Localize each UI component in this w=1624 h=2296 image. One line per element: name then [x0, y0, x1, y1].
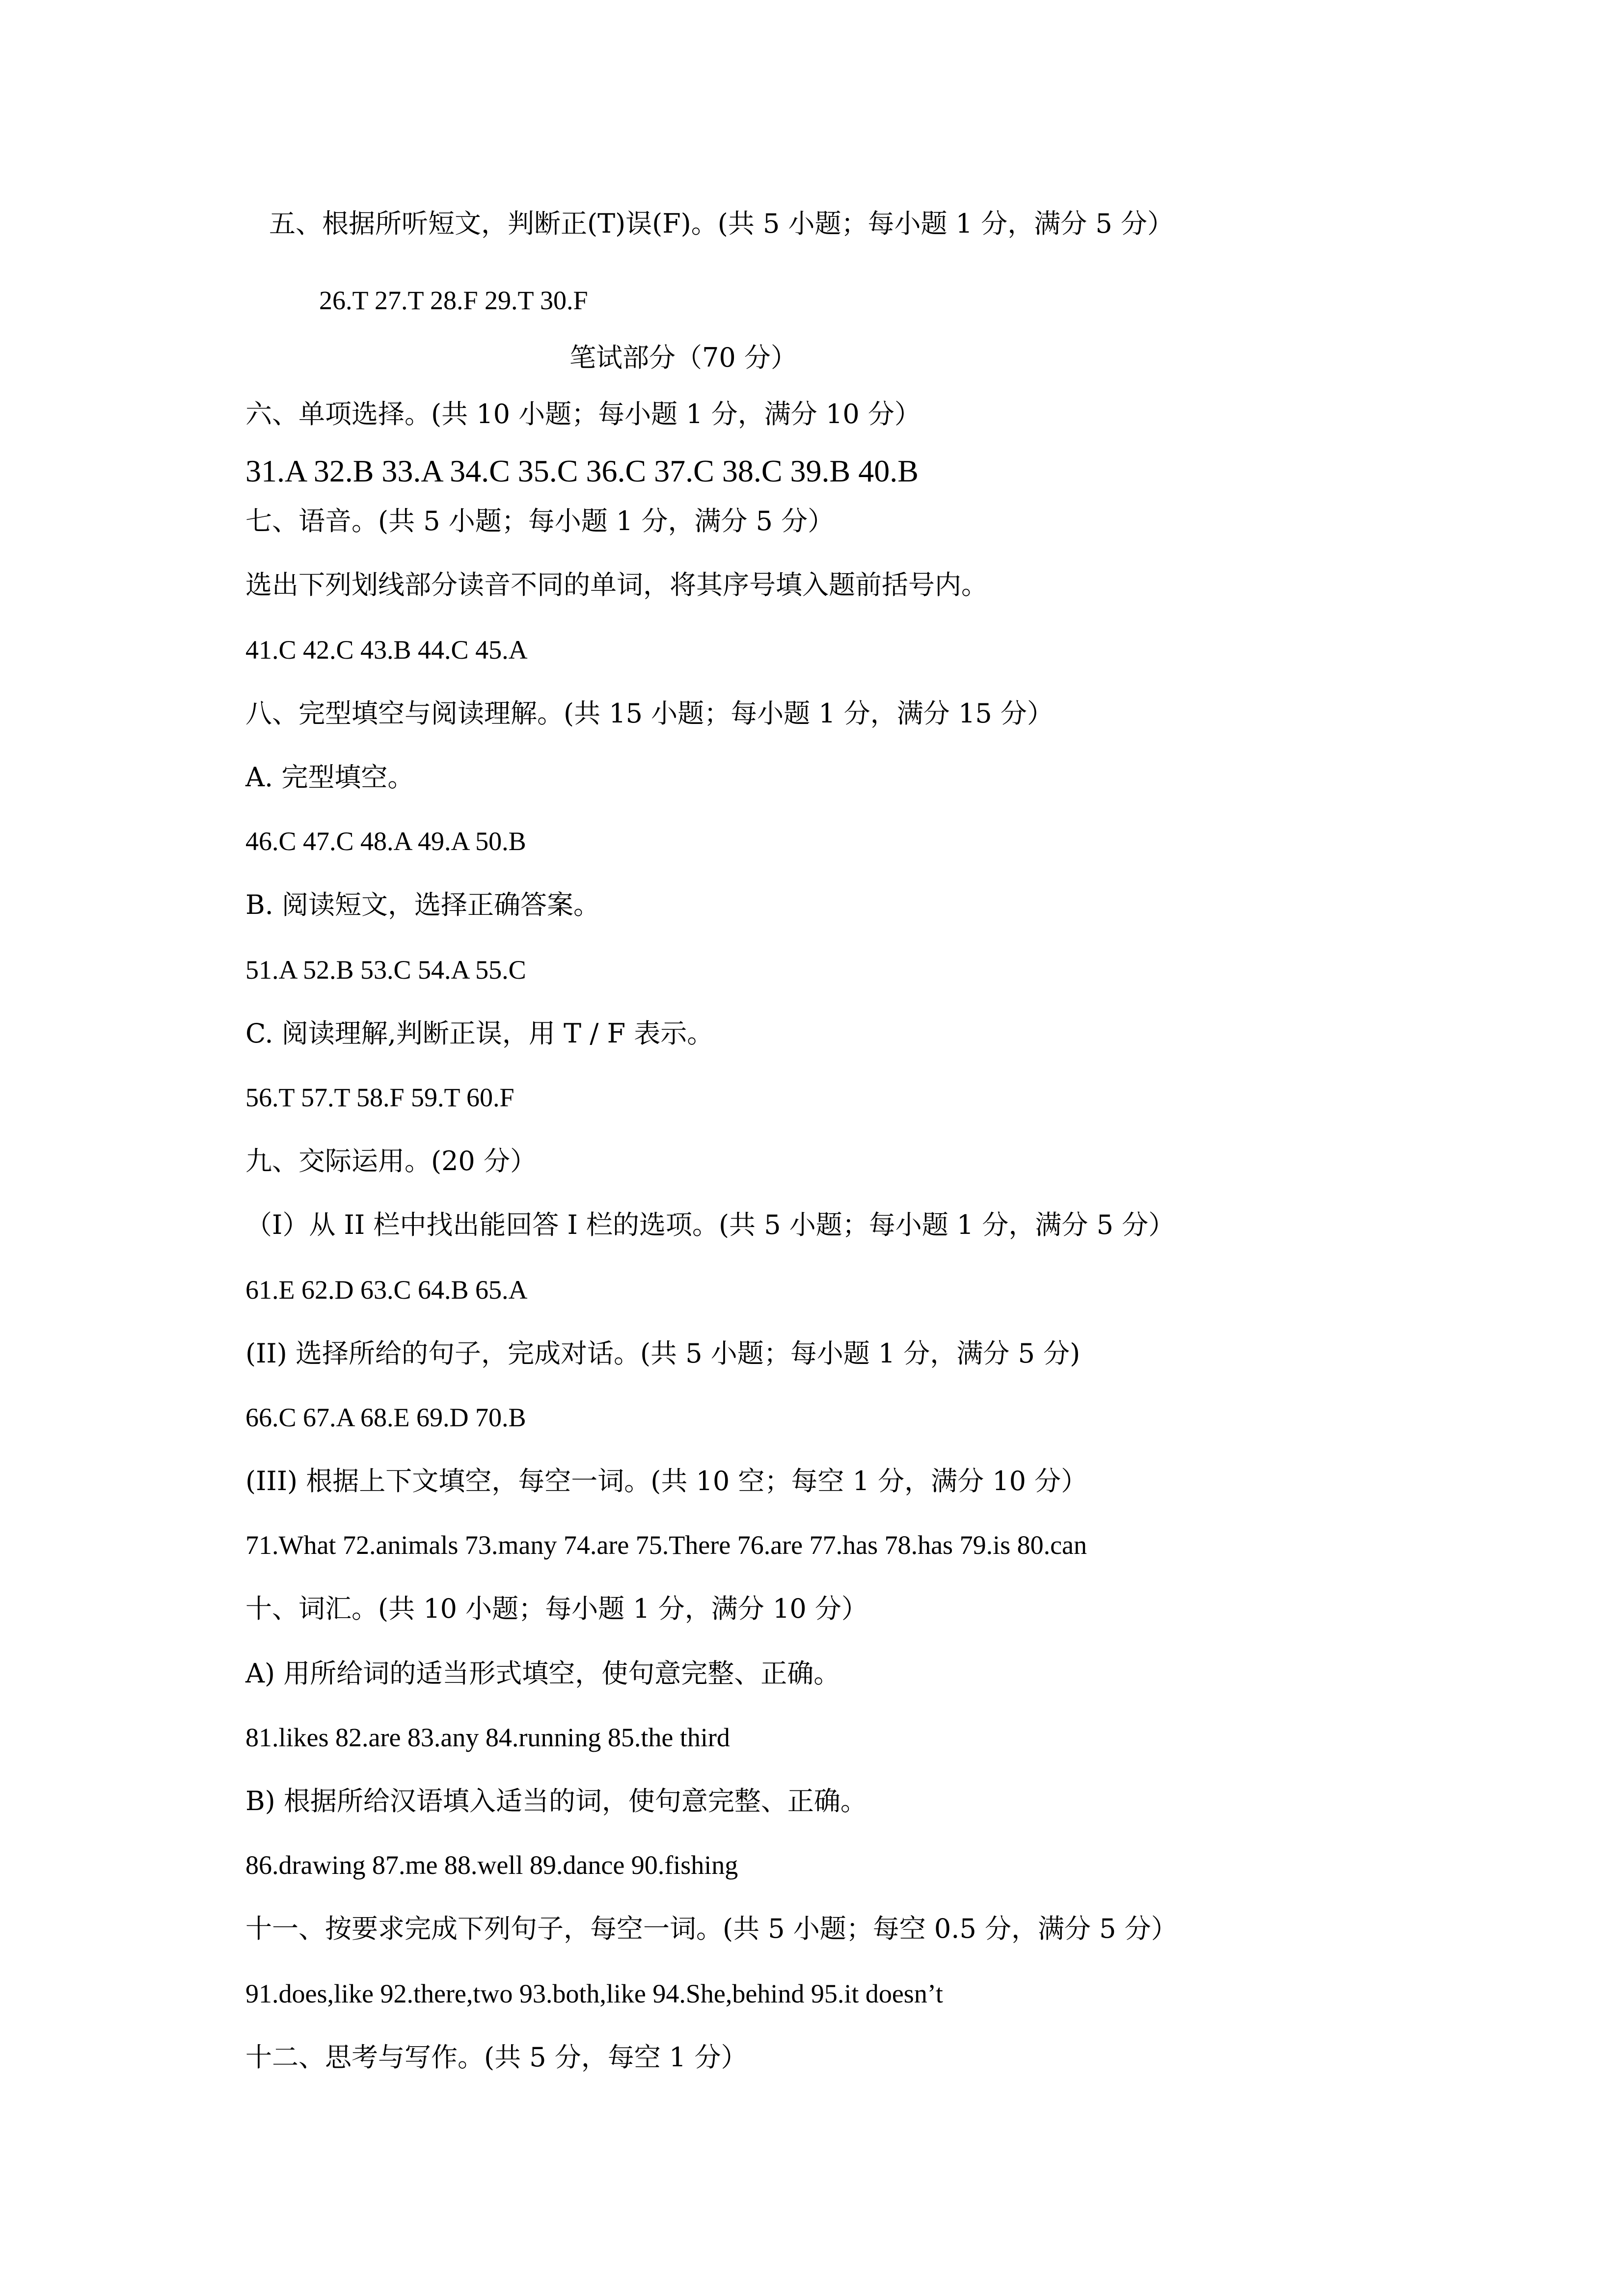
section-7-instruction: 选出下列划线部分读音不同的单词，将其序号填入题前括号内。	[245, 569, 988, 600]
section-8b-answers: 51.A 52.B 53.C 54.A 55.C	[245, 955, 526, 985]
section-8c-answers: 56.T 57.T 58.F 59.T 60.F	[245, 1083, 514, 1112]
section-7-answers: 41.C 42.C 43.B 44.C 45.A	[245, 635, 528, 665]
section-9-part1-heading: （I）从 II 栏中找出能回答 I 栏的选项。(共 5 小题；每小题 1 分，满分 5 分）	[245, 1209, 1175, 1240]
section-10a-heading: A) 用所给词的适当形式填空，使句意完整、正确。	[245, 1658, 840, 1689]
section-10b-heading: B) 根据所给汉语填入适当的词，使句意完整、正确。	[245, 1786, 867, 1816]
section-12-heading: 十二、思考与写作。(共 5 分，每空 1 分）	[245, 2042, 748, 2073]
section-10b-answers: 86.drawing 87.me 88.well 89.dance 90.fishing	[245, 1850, 738, 1880]
section-6-answers: 31.A 32.B 33.A 34.C 35.C 36.C 37.C 38.C 39.B 40.B	[245, 454, 919, 488]
section-8a-answers: 46.C 47.C 48.A 49.A 50.B	[245, 827, 526, 856]
section-11-answers: 91.does,like 92.there,two 93.both,like 94.She,behind 95.it doesn’t	[245, 1979, 943, 2008]
section-8-heading: 八、完型填空与阅读理解。(共 15 小题；每小题 1 分，满分 15 分）	[245, 698, 1054, 729]
section-9-part3-heading: (III) 根据上下文填空，每空一词。(共 10 空；每空 1 分，满分 10 分）	[245, 1466, 1088, 1496]
section-8b-heading: B. 阅读短文，选择正确答案。	[245, 889, 600, 920]
section-5-heading: 五、根据所听短文，判断正(T)误(F)。(共 5 小题；每小题 1 分，满分 5 分）	[269, 208, 1174, 239]
section-8c-heading: C. 阅读理解,判断正误，用 T / F 表示。	[245, 1018, 714, 1049]
section-7-heading: 七、语音。(共 5 小题；每小题 1 分，满分 5 分）	[245, 506, 835, 536]
section-9-part2-answers: 66.C 67.A 68.E 69.D 70.B	[245, 1403, 526, 1432]
section-9-part3-answers: 71.What 72.animals 73.many 74.are 75.There 76.are 77.has 78.has 79.is 80.can	[245, 1530, 1087, 1560]
section-11-heading: 十一、按要求完成下列句子，每空一词。(共 5 小题；每空 0.5 分，满分 5 分）	[245, 1913, 1178, 1944]
section-9-part2-heading: (II) 选择所给的句子，完成对话。(共 5 小题；每小题 1 分，满分 5 分)	[245, 1338, 1081, 1369]
section-10a-answers: 81.likes 82.are 83.any 84.running 85.the third	[245, 1723, 730, 1752]
section-5-answers: 26.T 27.T 28.F 29.T 30.F	[319, 286, 588, 315]
section-6-heading: 六、单项选择。(共 10 小题；每小题 1 分，满分 10 分）	[245, 399, 921, 429]
section-9-part1-answers: 61.E 62.D 63.C 64.B 65.A	[245, 1275, 528, 1305]
section-8a-heading: A. 完型填空。	[245, 762, 414, 793]
section-9-heading: 九、交际运用。(20 分）	[245, 1146, 537, 1176]
section-10-heading: 十、词汇。(共 10 小题；每小题 1 分，满分 10 分）	[245, 1593, 868, 1624]
written-part-heading: 笔试部分（70 分）	[569, 342, 797, 373]
